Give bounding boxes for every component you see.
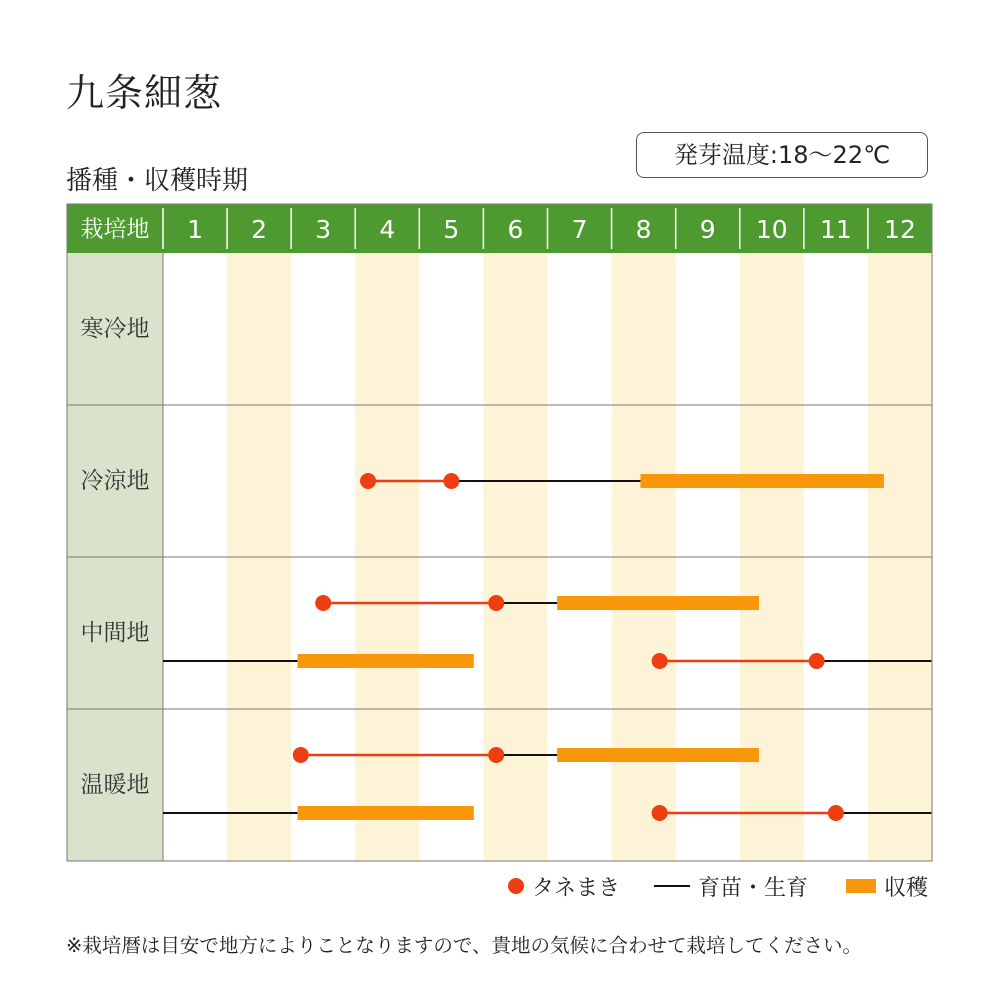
- sowing-dot: [809, 653, 825, 669]
- month-label: 12: [884, 215, 916, 244]
- sowing-dot: [652, 653, 668, 669]
- sowing-dot: [315, 595, 331, 611]
- legend-sowing-label: タネまき: [532, 875, 621, 901]
- month-label: 1: [187, 215, 203, 244]
- month-label: 6: [507, 215, 524, 244]
- sowing-dot: [828, 805, 844, 821]
- month-label: 10: [755, 215, 788, 244]
- month-label: 3: [315, 215, 332, 244]
- month-label: 2: [251, 215, 268, 244]
- region-label: 冷涼地: [80, 468, 150, 494]
- legend-growing: [654, 872, 808, 900]
- region-label: 中間地: [80, 620, 150, 646]
- legend-harvest-label: 収穫: [884, 875, 929, 901]
- sowing-dot: [443, 473, 459, 489]
- month-label: 4: [379, 215, 396, 244]
- harvest-bar: [640, 474, 884, 488]
- month-label: 11: [819, 215, 852, 244]
- page-title: 九条細葱: [66, 71, 223, 115]
- harvest-bar: [298, 654, 474, 668]
- month-label: 7: [571, 215, 588, 244]
- sowing-dot: [488, 747, 504, 763]
- harvest-bar-icon: [846, 879, 876, 893]
- chart-subtitle: 播種・収穫時期: [66, 166, 249, 196]
- sowing-dot: [360, 473, 376, 489]
- sowing-dot: [293, 747, 309, 763]
- footnote: ※栽培暦は目安で地方によりことなりますので、貴地の気候に合わせて栽培してください。: [66, 934, 862, 957]
- header-label: 栽培地: [80, 216, 150, 243]
- legend-harvest: [846, 872, 928, 900]
- region-label: 温暖地: [80, 772, 150, 798]
- harvest-bar: [557, 596, 759, 610]
- legend-sowing: [508, 872, 620, 900]
- growth-line-icon: [654, 885, 690, 887]
- month-label: 5: [443, 215, 460, 244]
- sowing-marker-icon: [508, 878, 524, 894]
- sowing-dot: [488, 595, 504, 611]
- harvest-bar: [298, 806, 474, 820]
- month-label: 9: [699, 215, 716, 244]
- sowing-dot: [652, 805, 668, 821]
- region-label: 寒冷地: [80, 316, 150, 342]
- germination-temperature-badge: 発芽温度:18〜22℃: [636, 132, 928, 178]
- month-label: 8: [635, 215, 652, 244]
- legend-growing-label: 育苗・生育: [698, 875, 809, 901]
- harvest-bar: [557, 748, 759, 762]
